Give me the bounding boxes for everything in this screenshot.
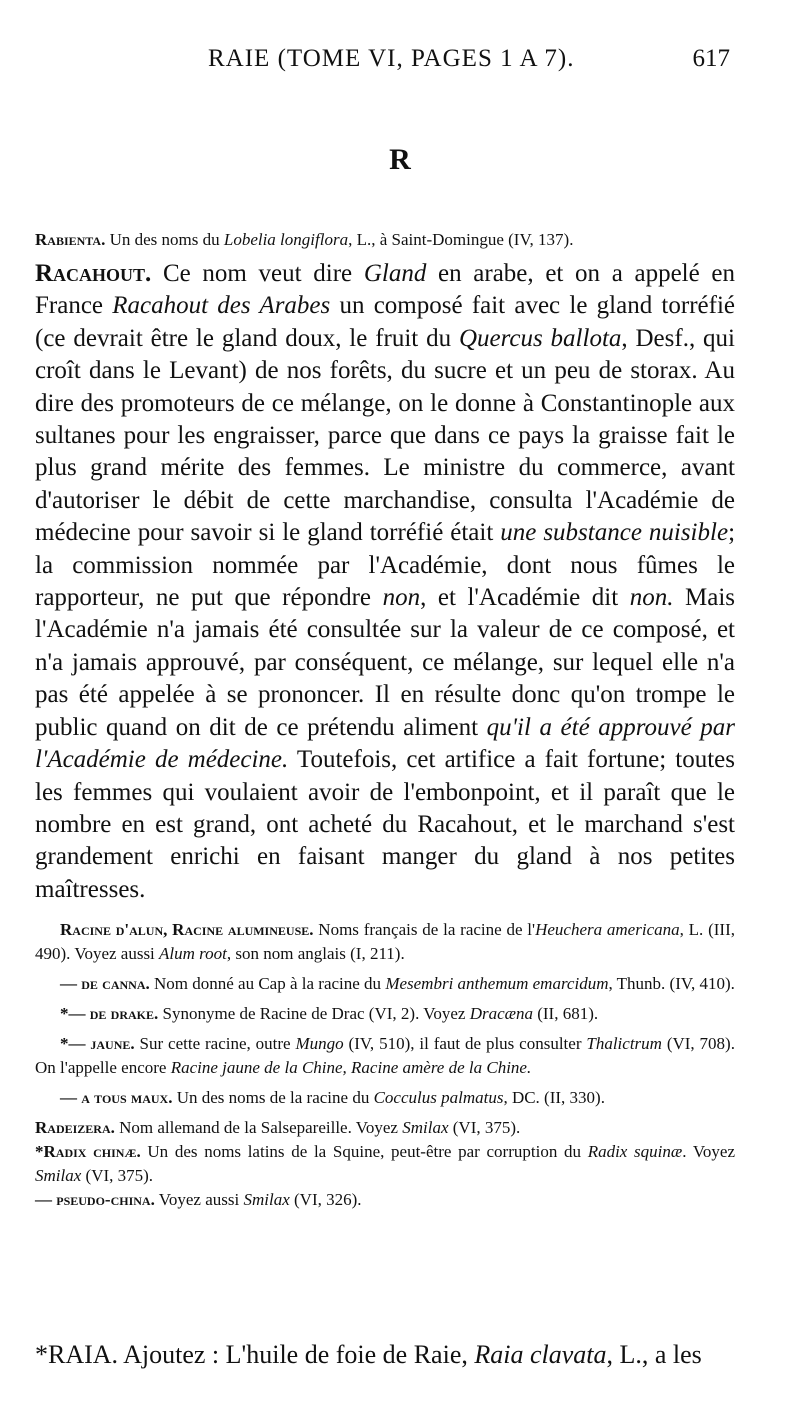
section-letter: R bbox=[389, 143, 411, 176]
entry-racine-d-alun: Racine d'alun, Racine alumineuse. Noms français de la racine de l'Heuchera americana, L. (III, 490). Voyez aussi Alum root, son nom anglais (I, 211). bbox=[35, 920, 735, 964]
entry-radix-chinae: *Radix chinæ. Un des noms latins de la Squine, peut-être par corruption du Radix squinæ. Voyez Smilax (VI, 375). bbox=[35, 1142, 736, 1186]
entry-headword: Rabienta. bbox=[35, 230, 106, 249]
entry-headword: — pseudo-china. bbox=[35, 1190, 155, 1210]
entry-headword: Radeizera. bbox=[35, 1118, 115, 1138]
dictionary-body bbox=[35, 228, 735, 1212]
entry-rabienta: Rabienta. Un des noms du Lobelia longiflora, L., à Saint-Domingue (IV, 137). bbox=[35, 230, 574, 249]
running-head bbox=[0, 45, 800, 85]
running-head-title: RAIE (TOME VI, PAGES 1 A 7). bbox=[208, 45, 575, 72]
entry-headword: *Radix chinæ. bbox=[35, 1142, 141, 1162]
entry-headword: — de canna. bbox=[60, 974, 150, 994]
entry-headword: *— jaune. bbox=[60, 1034, 135, 1054]
entry-racahout: Racahout. Ce nom veut dire Gland en arabe, et on a appelé en France Racahout des Arabes un composé fait avec le gland torréfié (ce devrait être le gland doux, le fruit du Quercus ballota, Desf., qui croît dans le Levant) de nos forêts, du sucre et un peu de storax. Au dire des promoteurs de ce mélange, on le donne à Constantinople aux sultanes pour les engraisser, parce que dans ce pays la graisse fait le plus grand mérite des femmes. Le ministre du commerce, avant d'autoriser le débit de cette marchandise, consulta l'Académie de médecine pour savoir si le gland torréfié était une substance nuisible; la commission nommée par l'Académie, dont nous fûmes le rapporteur, ne put que répondre non, et l'Académie dit non. Mais l'Académie n'a jamais été consultée sur la valeur de ce composé, et n'a jamais approuvé, par conséquent, ce mélange, sur lequel elle n'a pas été appelée à se prononcer. Il en résulte donc qu'on trompe le public quand on dit de ce prétendu aliment qu'il a été approuvé par l'Académie de médecine. Toutefois, cet artifice a fait fortune; toutes les femmes qui voulaient avoir de l'embonpoint, et il paraît que le nombre en est grand, ont acheté du Racahout, et le marchand s'est grandement enrichi en faisant manger du gland à nos petites maîtresses. bbox=[35, 260, 736, 903]
entry-pseudo-china: — pseudo-china. Voyez aussi Smilax (VI, 326). bbox=[35, 1190, 362, 1210]
page-number: 617 bbox=[692, 45, 730, 72]
entry-headword: *— de drake. bbox=[60, 1004, 159, 1024]
entry-headword: *RAIA. bbox=[35, 1340, 119, 1369]
entry-headword: — a tous maux. bbox=[60, 1088, 173, 1108]
entry-headword: Racine d'alun, Racine alumineuse. bbox=[60, 920, 314, 940]
entry-de-canna: — de canna. Nom donné au Cap à la racine du Mesembri anthemum emarcidum, Thunb. (IV, 410). bbox=[60, 974, 735, 994]
entry-de-drake: *— de drake. Synonyme de Racine de Drac (VI, 2). Voyez Dracæna (II, 681). bbox=[60, 1004, 599, 1024]
entry-headword: Racahout. bbox=[35, 260, 152, 287]
entry-jaune: *— jaune. Sur cette racine, outre Mungo (IV, 510), il faut de plus consulter Thalictrum (VI, 708). On l'appelle encore Racine jaune de la Chine, Racine amère de la Chine. bbox=[35, 1034, 735, 1078]
entry-a-tous-maux: — a tous maux. Un des noms de la racine du Cocculus palmatus, DC. (II, 330). bbox=[60, 1088, 605, 1108]
entry-radeizera: Radeizera. Nom allemand de la Salsepareille. Voyez Smilax (VI, 375). bbox=[35, 1118, 521, 1138]
entry-raia: *RAIA. Ajoutez : L'huile de foie de Raie, Raia clavata, L., a les bbox=[35, 1340, 702, 1369]
